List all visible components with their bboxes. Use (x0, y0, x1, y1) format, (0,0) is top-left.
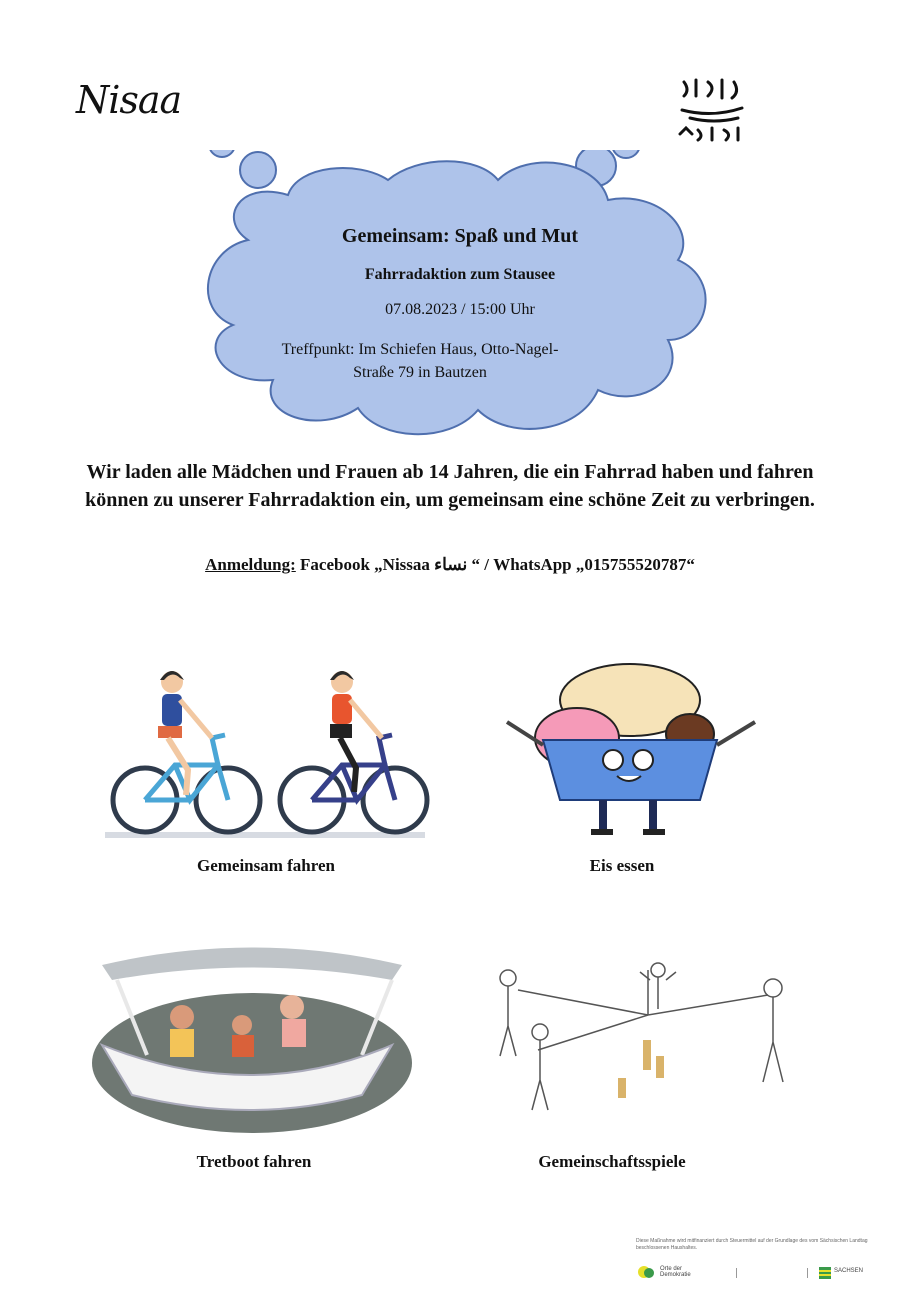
saxony-coat-of-arms-icon (818, 1266, 832, 1280)
activity-caption-cycling: Gemeinsam fahren (196, 856, 336, 875)
sponsor-logos (636, 1262, 876, 1284)
two-cyclists-illustration (100, 660, 430, 845)
event-subtitle: Fahrradaktion zum Stausee (364, 266, 556, 283)
registration-label: Anmeldung: (205, 555, 296, 574)
ice-cream-character-illustration (495, 660, 765, 840)
registration-details: Facebook „Nissaa نساء “ / WhatsApp „015755520787“ (295, 555, 695, 574)
event-title: Gemeinsam: Spaß und Mut (341, 225, 579, 247)
logo-sachsen: SACHSEN (834, 1268, 864, 1274)
event-datetime: 07.08.2023 / 15:00 Uhr (385, 301, 535, 318)
thought-cloud (178, 150, 738, 450)
group-games-illustration (478, 960, 788, 1130)
arabic-logo-icon (664, 72, 764, 152)
invitation-text: Wir laden alle Mädchen und Frauen ab 14 Jahren, die ein Fahrrad haben und fahren können zu unserer Fahrradaktion ein, um gemeinsam eine schöne Zeit zu verbringen. (85, 461, 815, 511)
footer-divider (736, 1268, 808, 1278)
activity-caption-ice-cream: Eis essen (589, 856, 655, 875)
event-meeting-point: Treffpunkt: Im Schiefen Haus, Otto-Nagel-Straße 79 in Bautzen (281, 341, 559, 381)
activity-caption-pedal-boat: Tretboot fahren (196, 1152, 312, 1171)
logo-orte-der-demokratie: Orte der Demokratie (660, 1266, 691, 1278)
orte-der-demokratie-logo-icon (636, 1264, 656, 1280)
nisaa-logo: Nisaa (76, 78, 182, 122)
activity-caption-group-games: Gemeinschaftsspiele (538, 1152, 686, 1171)
funding-note: Diese Maßnahme wird mitfinanziert durch Steuermittel auf der Grundlage des vom Sächsischen Landtag beschlossenen Haushaltes. (636, 1238, 868, 1251)
registration-line (60, 555, 840, 575)
pedal-boat-illustration (92, 935, 412, 1135)
